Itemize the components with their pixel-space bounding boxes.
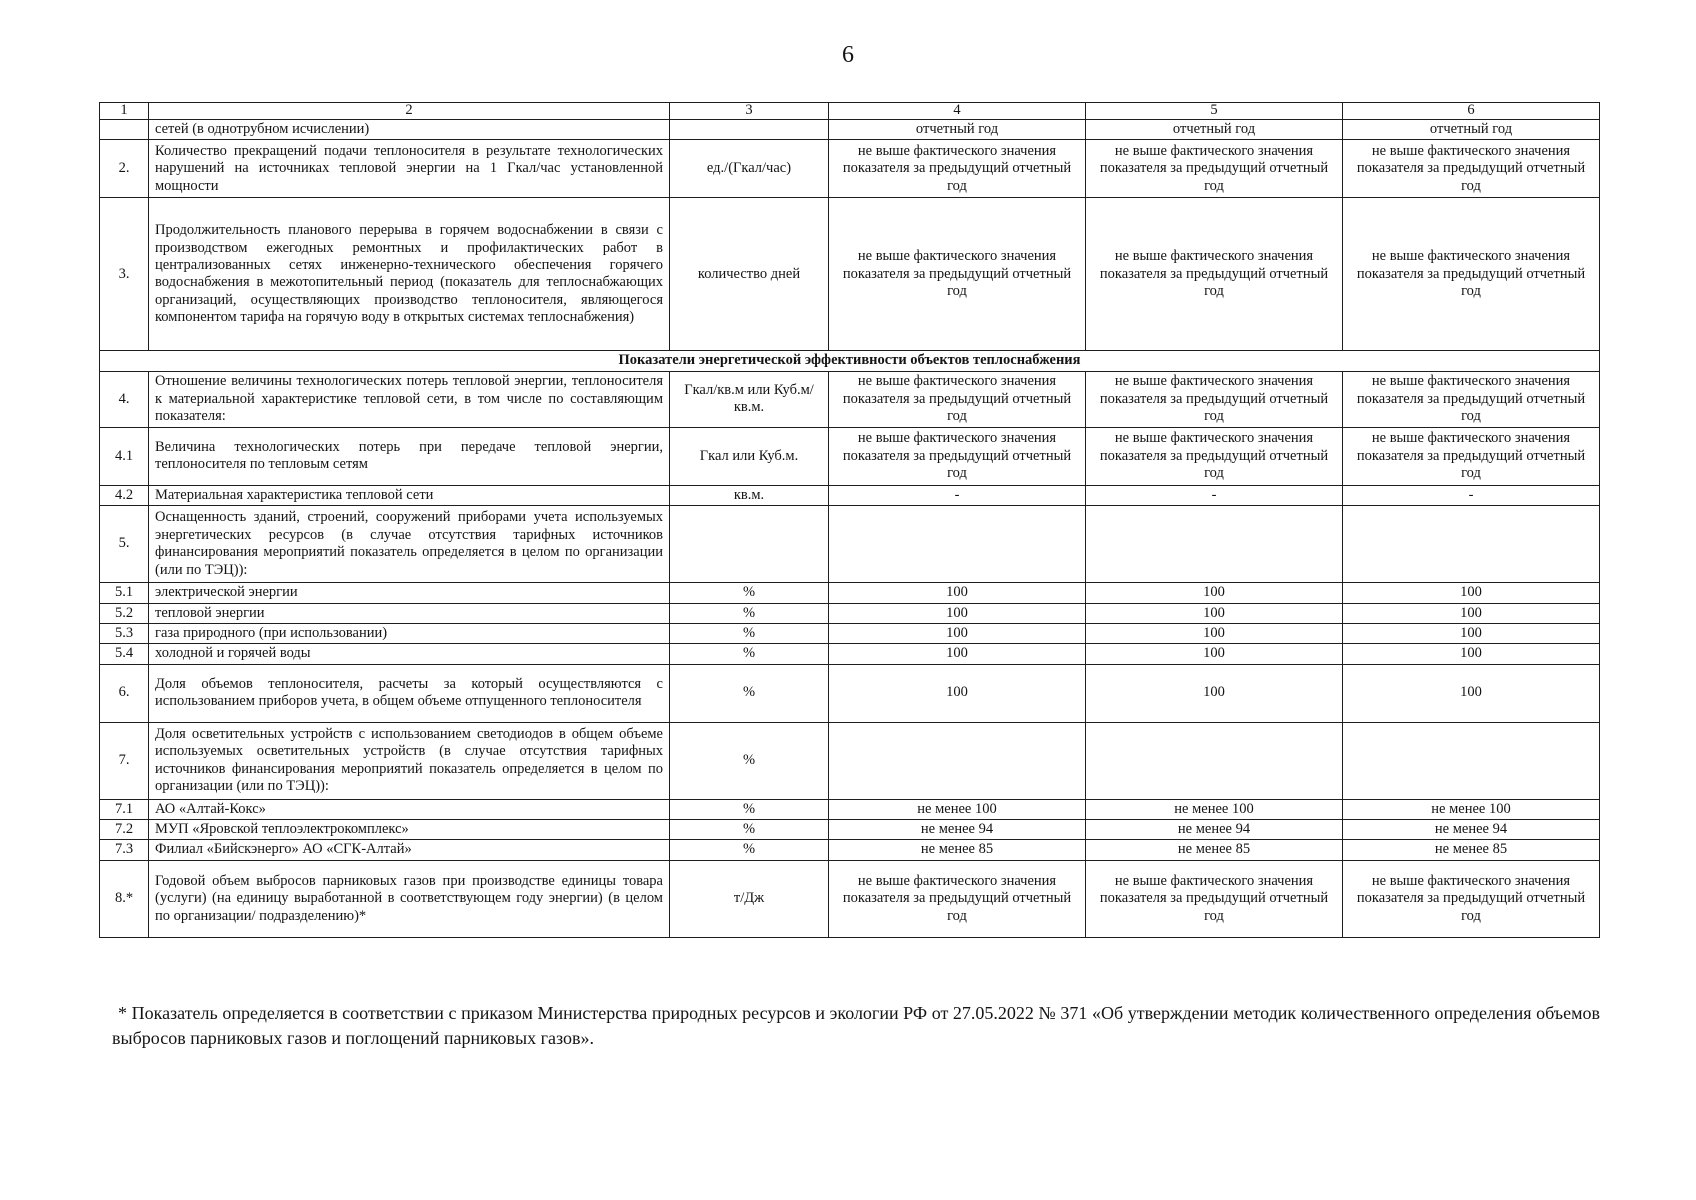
value-col5: не менее 100 <box>1086 799 1343 819</box>
unit-cell <box>670 506 829 583</box>
value-col6: 100 <box>1343 583 1600 603</box>
value-col4: отчетный год <box>829 119 1086 139</box>
row-number: 3. <box>100 198 149 351</box>
indicator-name: холодной и горячей воды <box>149 644 670 664</box>
row-number: 5.3 <box>100 623 149 643</box>
table-row <box>100 485 1600 505</box>
value-col6: отчетный год <box>1343 119 1600 139</box>
value-col4: не выше фактического значения показателя за предыдущий отчетный год <box>829 140 1086 198</box>
value-col6: не выше фактического значения показателя за предыдущий отчетный год <box>1343 140 1600 198</box>
value-col4: не менее 100 <box>829 799 1086 819</box>
header-cell: 6 <box>1343 103 1600 120</box>
value-col4: 100 <box>829 664 1086 722</box>
row-number: 6. <box>100 664 149 722</box>
value-col6: не менее 94 <box>1343 820 1600 840</box>
value-col5: не выше фактического значения показателя за предыдущий отчетный год <box>1086 371 1343 427</box>
row-number: 7.3 <box>100 840 149 860</box>
indicator-name: газа природного (при использовании) <box>149 623 670 643</box>
table-row <box>100 427 1600 485</box>
value-col5 <box>1086 506 1343 583</box>
value-col6 <box>1343 506 1600 583</box>
footnote: * Показатель определяется в соответствии с приказом Министерства природных ресурсов и экологии РФ от 27.05.2022 № 371 «Об утверждении методик количественного определения объемов выбросов парниковых газов и поглощений парниковых газов». <box>112 1003 1600 1049</box>
row-number: 7. <box>100 722 149 799</box>
value-col6: 100 <box>1343 644 1600 664</box>
value-col4: 100 <box>829 603 1086 623</box>
unit-cell: % <box>670 840 829 860</box>
value-col5: не выше фактического значения показателя за предыдущий отчетный год <box>1086 198 1343 351</box>
table-row <box>100 860 1600 937</box>
page-number: 6 <box>842 42 854 68</box>
indicator-name: сетей (в однотрубном исчислении) <box>149 119 670 139</box>
value-col6: 100 <box>1343 623 1600 643</box>
value-col4: - <box>829 485 1086 505</box>
indicator-name: АО «Алтай-Кокс» <box>149 799 670 819</box>
header-cell: 4 <box>829 103 1086 120</box>
unit-cell: количество дней <box>670 198 829 351</box>
row-number: 4. <box>100 371 149 427</box>
unit-cell: % <box>670 799 829 819</box>
row-number: 7.2 <box>100 820 149 840</box>
table-row <box>100 799 1600 819</box>
indicator-name: электрической энергии <box>149 583 670 603</box>
value-col5: 100 <box>1086 664 1343 722</box>
value-col4: не менее 85 <box>829 840 1086 860</box>
value-col6: - <box>1343 485 1600 505</box>
value-col5: не выше фактического значения показателя за предыдущий отчетный год <box>1086 140 1343 198</box>
value-col5: - <box>1086 485 1343 505</box>
value-col6: 100 <box>1343 664 1600 722</box>
value-col6 <box>1343 722 1600 799</box>
value-col4: не менее 94 <box>829 820 1086 840</box>
indicator-name: Годовой объем выбросов парниковых газов при производстве единицы товара (услуги) (на единицу выработанной в соответствующем году энергии) (в целом по организации/ подразделению)* <box>149 860 670 937</box>
row-number <box>100 119 149 139</box>
section-title: Показатели энергетической эффективности объектов теплоснабжения <box>100 351 1600 371</box>
value-col6: не выше фактического значения показателя за предыдущий отчетный год <box>1343 860 1600 937</box>
table-row <box>100 506 1600 583</box>
value-col5: отчетный год <box>1086 119 1343 139</box>
header-cell: 5 <box>1086 103 1343 120</box>
table-row <box>100 603 1600 623</box>
unit-cell: % <box>670 820 829 840</box>
unit-cell: % <box>670 664 829 722</box>
indicator-name: Доля осветительных устройств с использованием светодиодов в общем объеме используемых осветительных устройств (в случае отсутствия тарифных источников финансирования мероприятий показатель определяется в целом по организации (или по ТЭЦ)): <box>149 722 670 799</box>
value-col6: не менее 85 <box>1343 840 1600 860</box>
indicator-name: Оснащенность зданий, строений, сооружений приборами учета используемых энергетических ресурсов (в случае отсутствия тарифных источников финансирования мероприятий показатель определяется в целом по организации (или по ТЭЦ)): <box>149 506 670 583</box>
value-col5 <box>1086 722 1343 799</box>
indicators-table <box>99 102 1600 938</box>
indicator-name: Величина технологических потерь при передаче тепловой энергии, теплоносителя по тепловым сетям <box>149 427 670 485</box>
value-col4: 100 <box>829 583 1086 603</box>
table-row <box>100 722 1600 799</box>
indicator-name: Продолжительность планового перерыва в горячем водоснабжении в связи с производством ежегодных ремонтных и профилактических работ в централизованных сетях инженерно-технического обеспечения горячего водоснабжения в межотопительный период (показатель для теплоснабжающих организаций, осуществляющих производство теплоносителя, являющегося компонентом тарифа на горячую воду в открытых системах теплоснабжения) <box>149 198 670 351</box>
header-cell: 2 <box>149 103 670 120</box>
row-number: 2. <box>100 140 149 198</box>
value-col5: 100 <box>1086 603 1343 623</box>
indicator-name: Доля объемов теплоносителя, расчеты за который осуществляются с использованием приборов учета, в общем объеме отпущенного теплоносителя <box>149 664 670 722</box>
unit-cell: % <box>670 644 829 664</box>
value-col5: 100 <box>1086 583 1343 603</box>
unit-cell: % <box>670 623 829 643</box>
row-number: 4.2 <box>100 485 149 505</box>
value-col5: 100 <box>1086 623 1343 643</box>
row-number: 5.1 <box>100 583 149 603</box>
header-cell: 3 <box>670 103 829 120</box>
unit-cell: % <box>670 583 829 603</box>
table-row <box>100 371 1600 427</box>
table-row <box>100 644 1600 664</box>
unit-cell: ед./(Гкал/час) <box>670 140 829 198</box>
indicator-name: Материальная характеристика тепловой сети <box>149 485 670 505</box>
unit-cell: Гкал/кв.м или Куб.м/кв.м. <box>670 371 829 427</box>
header-cell: 1 <box>100 103 149 120</box>
indicator-name: Количество прекращений подачи теплоносителя в результате технологических нарушений на источниках тепловой энергии на 1 Гкал/час установленной мощности <box>149 140 670 198</box>
value-col6: не выше фактического значения показателя за предыдущий отчетный год <box>1343 198 1600 351</box>
value-col4 <box>829 722 1086 799</box>
row-number: 7.1 <box>100 799 149 819</box>
table-row <box>100 840 1600 860</box>
row-number: 5. <box>100 506 149 583</box>
row-number: 4.1 <box>100 427 149 485</box>
row-number: 5.4 <box>100 644 149 664</box>
row-number: 5.2 <box>100 603 149 623</box>
indicator-name: тепловой энергии <box>149 603 670 623</box>
indicator-name: МУП «Яровской теплоэлектрокомплекс» <box>149 820 670 840</box>
table-row <box>100 664 1600 722</box>
value-col4: не выше фактического значения показателя за предыдущий отчетный год <box>829 371 1086 427</box>
value-col4: 100 <box>829 623 1086 643</box>
row-number: 8.* <box>100 860 149 937</box>
table-row <box>100 198 1600 351</box>
value-col5: не менее 85 <box>1086 840 1343 860</box>
table-row <box>100 583 1600 603</box>
value-col5: не выше фактического значения показателя за предыдущий отчетный год <box>1086 427 1343 485</box>
value-col4: не выше фактического значения показателя за предыдущий отчетный год <box>829 427 1086 485</box>
value-col4 <box>829 506 1086 583</box>
table-row <box>100 623 1600 643</box>
unit-cell <box>670 119 829 139</box>
header-row <box>100 103 1600 120</box>
value-col5: не выше фактического значения показателя за предыдущий отчетный год <box>1086 860 1343 937</box>
unit-cell: % <box>670 722 829 799</box>
value-col6: 100 <box>1343 603 1600 623</box>
value-col6: не выше фактического значения показателя за предыдущий отчетный год <box>1343 371 1600 427</box>
table-row <box>100 820 1600 840</box>
unit-cell: кв.м. <box>670 485 829 505</box>
indicator-name: Филиал «Бийскэнерго» АО «СГК-Алтай» <box>149 840 670 860</box>
value-col4: не выше фактического значения показателя за предыдущий отчетный год <box>829 198 1086 351</box>
unit-cell: т/Дж <box>670 860 829 937</box>
indicator-name: Отношение величины технологических потерь тепловой энергии, теплоносителя к материальной характеристике тепловой сети, в том числе по составляющим показателя: <box>149 371 670 427</box>
unit-cell: Гкал или Куб.м. <box>670 427 829 485</box>
value-col6: не выше фактического значения показателя за предыдущий отчетный год <box>1343 427 1600 485</box>
value-col6: не менее 100 <box>1343 799 1600 819</box>
value-col5: не менее 94 <box>1086 820 1343 840</box>
value-col4: 100 <box>829 644 1086 664</box>
unit-cell: % <box>670 603 829 623</box>
section-row <box>100 351 1600 371</box>
value-col5: 100 <box>1086 644 1343 664</box>
table-row <box>100 140 1600 198</box>
table-row <box>100 119 1600 139</box>
value-col4: не выше фактического значения показателя за предыдущий отчетный год <box>829 860 1086 937</box>
